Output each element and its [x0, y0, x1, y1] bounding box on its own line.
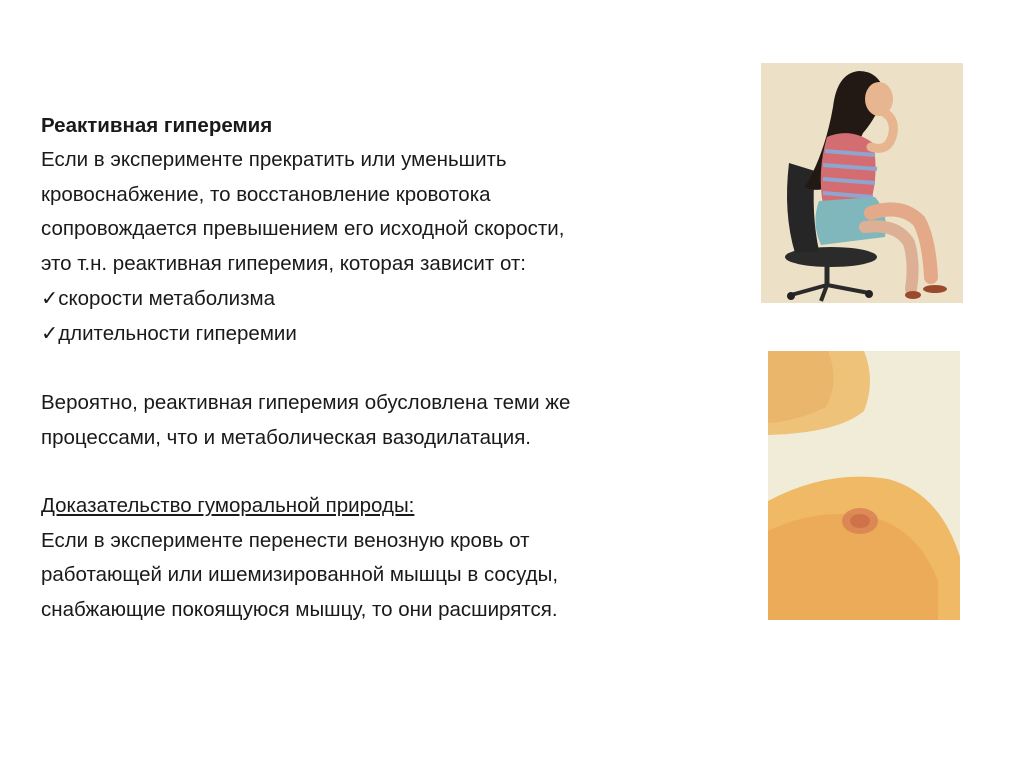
text-line: это т.н. реактивная гиперемия, которая зависит от: — [41, 251, 526, 275]
spacer — [41, 352, 741, 386]
text-line: кровоснабжение, то восстановление кровотока — [41, 182, 491, 206]
section-heading: Реактивная гиперемия — [41, 114, 273, 137]
skin-closeup-illustration — [768, 351, 960, 620]
check-mark-icon: ✓ — [41, 321, 59, 346]
text-line: Если в эксперименте прекратить или уменьшить — [41, 148, 507, 172]
text-line: Вероятно, реактивная гиперемия обусловлена теми же — [41, 391, 571, 415]
sitting-woman-photo — [761, 63, 963, 303]
checklist-item — [41, 316, 741, 351]
check-mark-icon: ✓ — [41, 286, 59, 311]
checklist-item-label: длительности гиперемии — [58, 322, 297, 346]
evidence-heading: Доказательство гуморальной природы: — [41, 494, 415, 518]
sitting-woman-illustration — [761, 63, 963, 303]
slide-text — [41, 109, 741, 627]
text-line: сопровождается превышением его исходной скорости, — [41, 217, 565, 241]
text-line: снабжающие покоящуюся мышцу, то они расширятся. — [41, 597, 558, 621]
text-line: работающей или ишемизированной мышцы в сосуды, — [41, 563, 559, 587]
text-line: процессами, что и метаболическая вазодилатация. — [41, 425, 531, 449]
checklist-item — [41, 281, 741, 316]
spacer — [41, 455, 741, 489]
text-line: Если в эксперименте перенести венозную кровь от — [41, 528, 530, 552]
checklist-item-label: скорости метаболизма — [58, 287, 275, 311]
skin-closeup-photo — [768, 351, 960, 620]
